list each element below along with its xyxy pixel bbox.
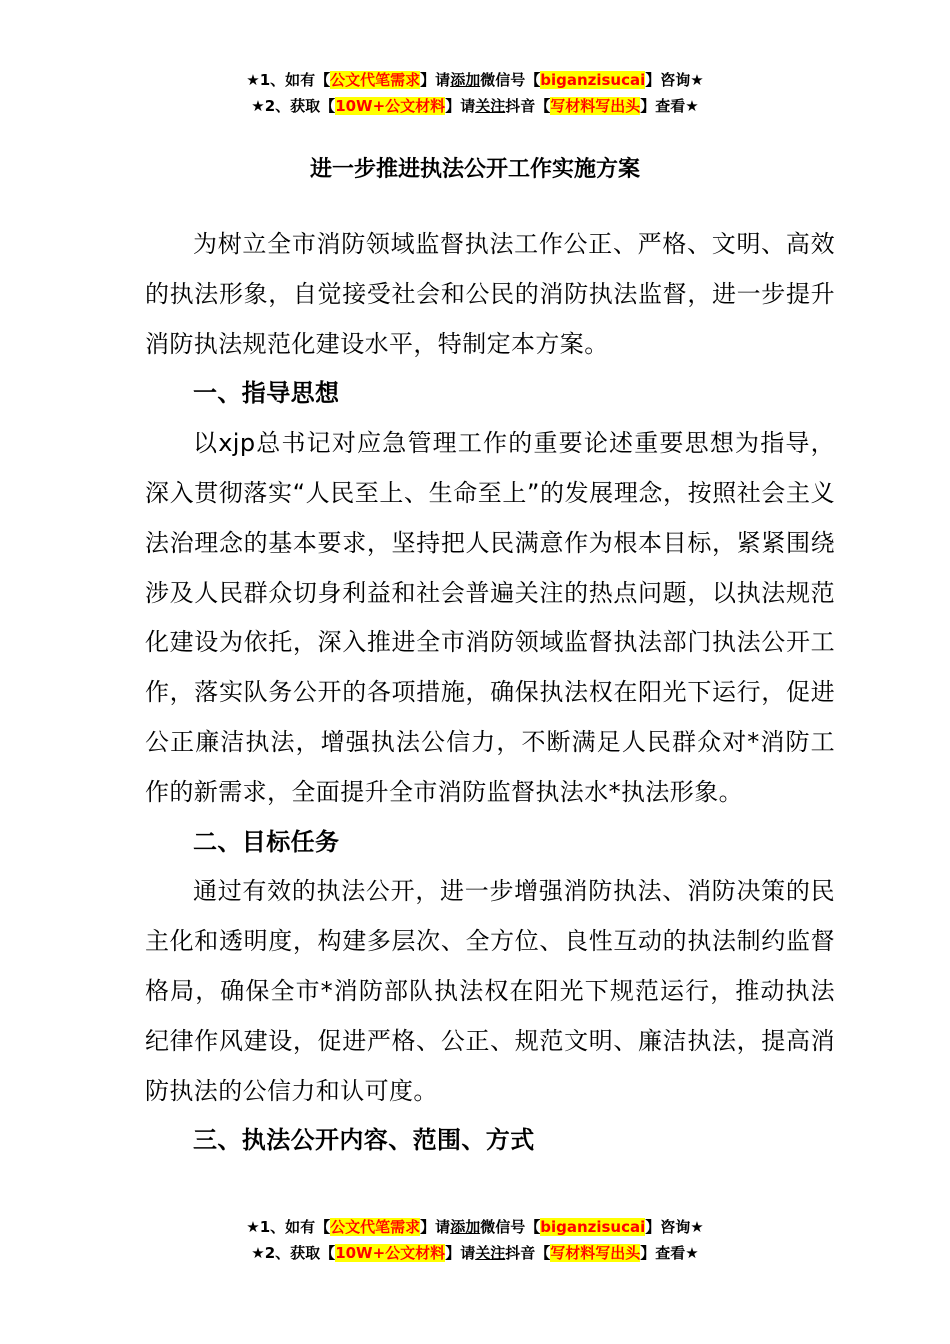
promo-text: 抖音【 bbox=[505, 97, 551, 115]
promo-underlined-text: 关注 bbox=[475, 97, 506, 115]
promo-highlight: 公文代笔需求 bbox=[330, 1218, 421, 1236]
promo-text: 微信号【 bbox=[480, 1218, 541, 1236]
promo-line-1 bbox=[0, 67, 950, 93]
section-heading-1: 一、指导思想 bbox=[193, 379, 340, 408]
promo-underlined-text: 添加 bbox=[450, 1218, 481, 1236]
promo-text: ★2、获取【 bbox=[251, 1244, 336, 1262]
promo-douyin-account: 写材料写出头 bbox=[550, 97, 641, 115]
promo-text: 】查看★ bbox=[640, 1244, 699, 1262]
promo-highlight: 公文代笔需求 bbox=[330, 71, 421, 89]
promo-wechat-id: biganzisucai bbox=[540, 71, 646, 89]
promo-douyin-account: 写材料写出头 bbox=[550, 1244, 641, 1262]
section-heading-3: 三、执法公开内容、范围、方式 bbox=[193, 1126, 535, 1155]
promo-line-1 bbox=[0, 1214, 950, 1240]
promo-underlined-text: 添加 bbox=[450, 71, 481, 89]
promo-text: 】咨询★ bbox=[645, 71, 704, 89]
paragraph-intro: 为树立全市消防领域监督执法工作公正、严格、文明、高效的执法形象，自觉接受社会和公民的消防执法监督，进一步提升消防执法规范化建设水平，特制定本方案。 bbox=[145, 230, 835, 358]
promo-text: 】请 bbox=[445, 1244, 476, 1262]
document-title: 进一步推进执法公开工作实施方案 bbox=[309, 157, 640, 182]
promo-text: ★1、如有【 bbox=[246, 1218, 331, 1236]
promo-text: 微信号【 bbox=[480, 71, 541, 89]
section-heading-2: 二、目标任务 bbox=[193, 827, 340, 856]
promo-line-2 bbox=[0, 93, 950, 119]
footer-promo-banner bbox=[0, 1214, 950, 1266]
promo-text: ★2、获取【 bbox=[251, 97, 336, 115]
paragraph-guiding-thought: 以xjp总书记对应急管理工作的重要论述重要思想为指导，深入贯彻落实“人民至上、生命至上”的发展理念，按照社会主义法治理念的基本要求，坚持把人民满意作为根本目标，紧紧围绕涉及人民群众切身利益和社会普遍关注的热点问题，以执法规范化建设为依托，深入推进全市消防领域监督执法部门执法公开工作，落实队务公开的各项措施，确保执法权在阳光下运行，促进公正廉洁执法，增强执法公信力，不断满足人民群众对*消防工作的新需求，全面提升全市消防监督执法水*执法形象。 bbox=[145, 429, 835, 806]
promo-text: 】查看★ bbox=[640, 97, 699, 115]
paragraph-objectives: 通过有效的执法公开，进一步增强消防执法、消防决策的民主化和透明度，构建多层次、全方位、良性互动的执法制约监督格局，确保全市*消防部队执法权在阳光下规范运行，推动执法纪律作风建设，促进严格、公正、规范文明、廉洁执法，提高消防执法的公信力和认可度。 bbox=[145, 877, 835, 1105]
promo-line-2 bbox=[0, 1240, 950, 1266]
promo-highlight: 10W+公文材料 bbox=[335, 1244, 446, 1262]
promo-underlined-text: 关注 bbox=[475, 1244, 506, 1262]
promo-text: 】咨询★ bbox=[645, 1218, 704, 1236]
promo-text: 】请 bbox=[420, 71, 451, 89]
promo-wechat-id: biganzisucai bbox=[540, 1218, 646, 1236]
header-promo-banner bbox=[0, 67, 950, 119]
promo-text: ★1、如有【 bbox=[246, 71, 331, 89]
document-body bbox=[145, 220, 835, 1166]
promo-text: 抖音【 bbox=[505, 1244, 551, 1262]
promo-text: 】请 bbox=[420, 1218, 451, 1236]
promo-highlight: 10W+公文材料 bbox=[335, 97, 446, 115]
promo-text: 】请 bbox=[445, 97, 476, 115]
